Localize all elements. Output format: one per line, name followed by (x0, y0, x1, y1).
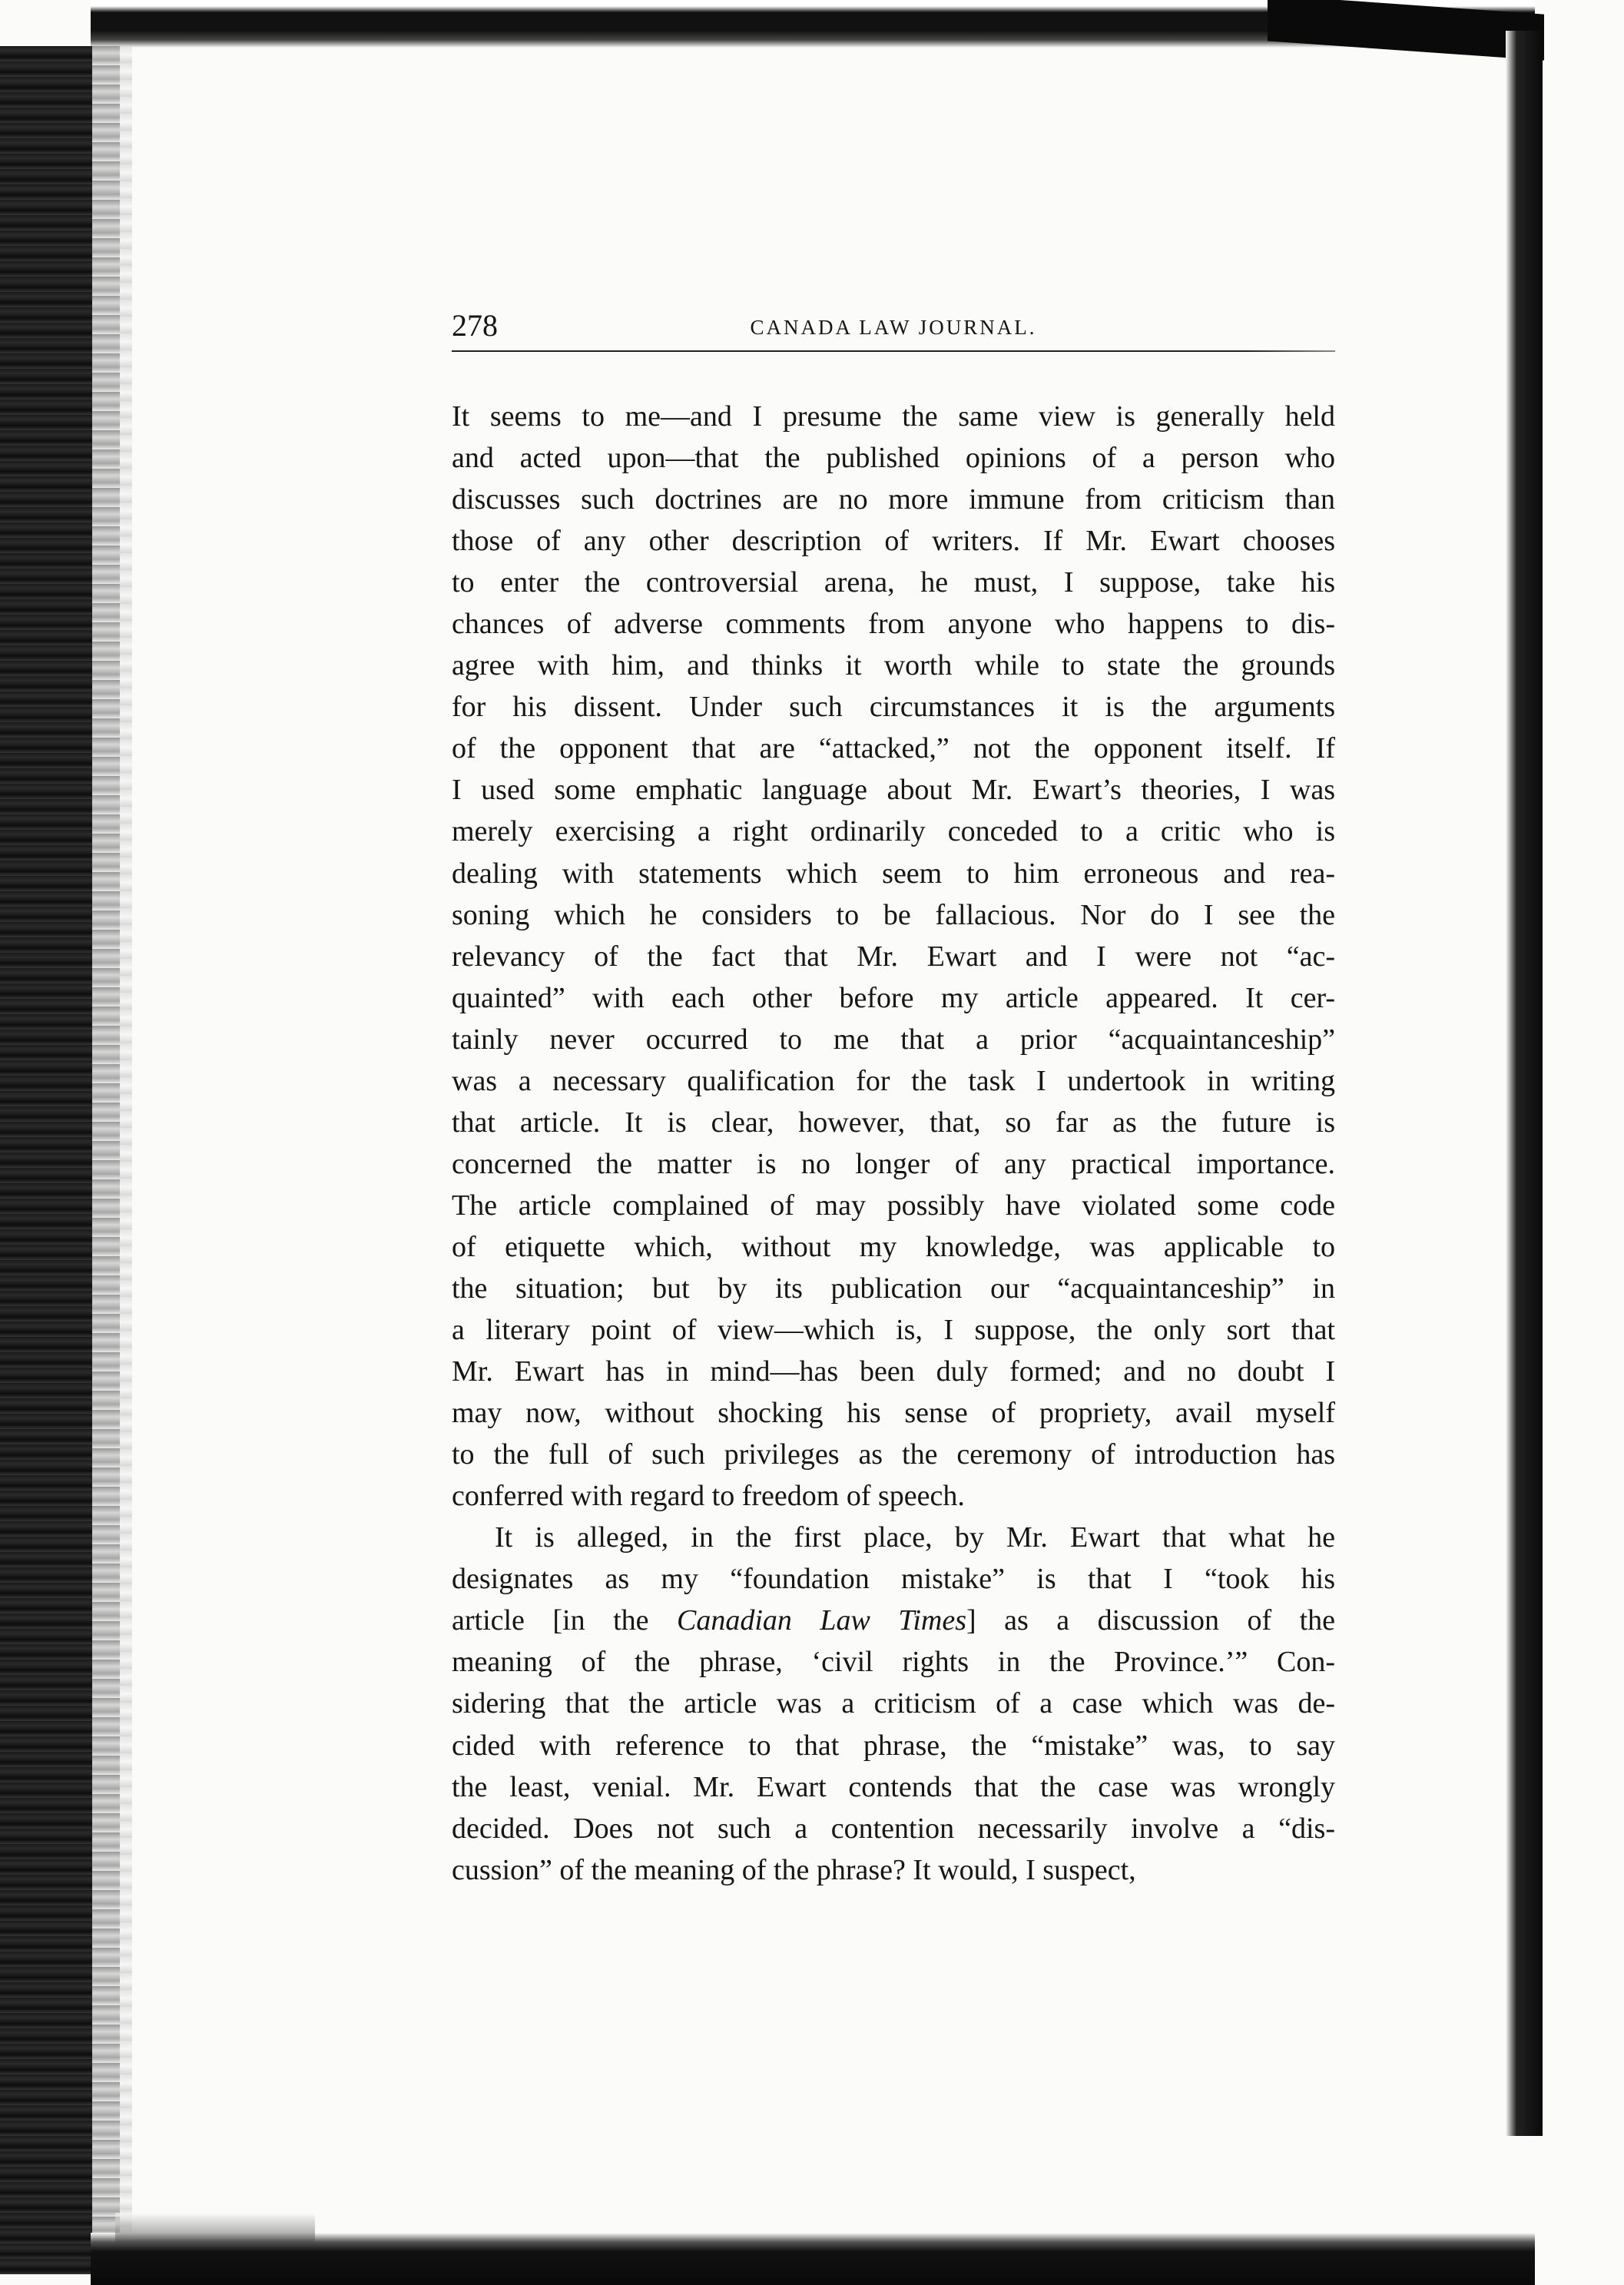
text-line: quainted” with each other before my article appeared. It cer- (452, 981, 1335, 1014)
paragraph (452, 396, 1335, 1517)
journal-title: CANADA LAW JOURNAL. (750, 316, 1037, 339)
paragraph (452, 1517, 1335, 1890)
scan-border-left-edge (92, 46, 120, 2274)
text-line: may now, without shocking his sense of propriety, avail myself (452, 1397, 1335, 1430)
text-line: The article complained of may possibly have violated some code (452, 1189, 1335, 1222)
scan-border-bottom-left (115, 2213, 315, 2244)
page-number: 278 (452, 308, 498, 343)
text-line: It is alleged, in the first place, by Mr. Ewart that what he (495, 1521, 1335, 1554)
text-line: and acted upon—that the published opinions of a person who (452, 442, 1335, 475)
text-line: those of any other description of writers. If Mr. Ewart chooses (452, 525, 1335, 558)
text-line: concerned the matter is no longer of any practical importance. (452, 1147, 1335, 1180)
text-line: sidering that the article was a criticism of a case which was de- (452, 1687, 1335, 1720)
header-rule (452, 350, 1335, 352)
text-line: agree with him, and thinks it worth while to state the grounds (452, 649, 1335, 682)
text-line: designates as my “foundation mistake” is that I “took his (452, 1563, 1335, 1596)
text-line: Mr. Ewart has in mind—has been duly formed; and no doubt I (452, 1355, 1335, 1388)
text-line: discusses such doctrines are no more immune from criticism than (452, 483, 1335, 516)
text-line: to enter the controversial arena, he must, I suppose, take his (452, 566, 1335, 599)
text-line: merely exercising a right ordinarily conceded to a critic who is (452, 815, 1335, 848)
text-line: soning which he considers to be fallacious. Nor do I see the (452, 898, 1335, 931)
text-line: was a necessary qualification for the task I undertook in writing (452, 1064, 1335, 1097)
running-head (452, 307, 1335, 355)
text-line: the situation; but by its publication our “acquaintanceship” in (452, 1272, 1335, 1305)
text-line: cided with reference to that phrase, the “mistake” was, to say (452, 1729, 1335, 1762)
scan-border-left-inner (120, 46, 132, 2274)
text-line: decided. Does not such a contention necessarily involve a “dis- (452, 1812, 1335, 1845)
text-line: of the opponent that are “attacked,” not the opponent itself. If (452, 732, 1335, 765)
text-line: conferred with regard to freedom of speech. (452, 1480, 965, 1513)
scan-border-left (0, 46, 92, 2274)
text-line: relevancy of the fact that Mr. Ewart and I were not “ac- (452, 940, 1335, 973)
text-line: chances of adverse comments from anyone who happens to dis- (452, 608, 1335, 641)
text-line: to the full of such privileges as the ceremony of introduction has (452, 1438, 1335, 1471)
text-line: tainly never occurred to me that a prior “acquaintanceship” (452, 1023, 1335, 1056)
text-line: It seems to me—and I presume the same view is generally held (452, 400, 1335, 433)
text-line: a literary point of view—which is, I suppose, the only sort that (452, 1314, 1335, 1347)
text-line: of etiquette which, without my knowledge, was applicable to (452, 1230, 1335, 1263)
text-line: that article. It is clear, however, that, so far as the future is (452, 1106, 1335, 1139)
text-line: meaning of the phrase, ‘civil rights in the Province.’” Con- (452, 1646, 1335, 1679)
text-line: for his dissent. Under such circumstances it is the arguments (452, 691, 1335, 724)
scan-border-right (1506, 31, 1543, 2136)
text-line: I used some emphatic language about Mr. Ewart’s theories, I was (452, 774, 1335, 807)
text-line: dealing with statements which seem to him erroneous and rea- (452, 857, 1335, 890)
text-line: the least, venial. Mr. Ewart contends that the case was wrongly (452, 1770, 1335, 1803)
article-body (452, 396, 1335, 1891)
text-line: article [in the Canadian Law Times] as a discussion of the (452, 1604, 1336, 1637)
text-line: cussion” of the meaning of the phrase? It would, I suspect, (452, 1853, 1136, 1886)
